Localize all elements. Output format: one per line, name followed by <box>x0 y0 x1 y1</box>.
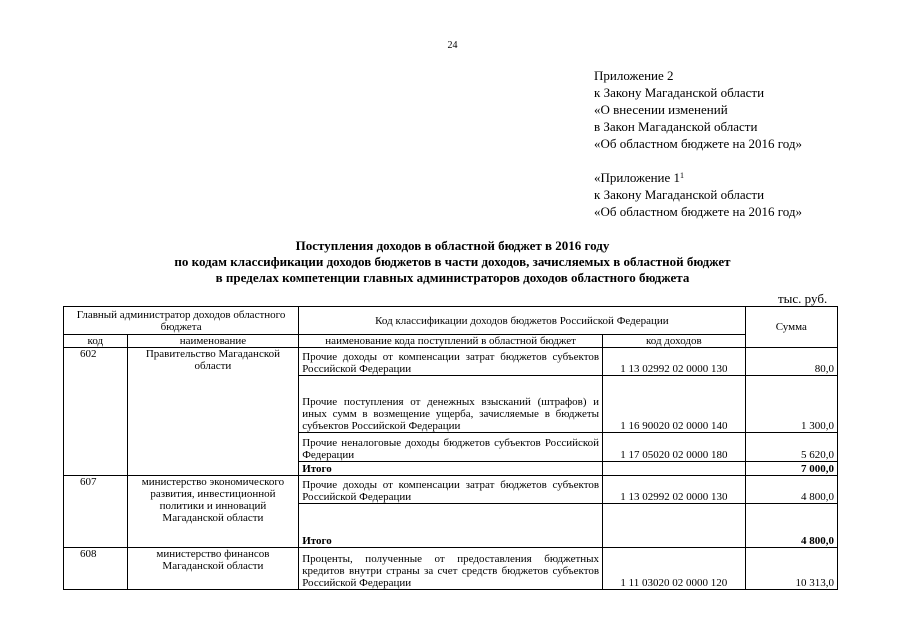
total-code-empty <box>603 504 746 548</box>
income-sum: 1 300,0 <box>745 376 837 433</box>
document-title <box>0 238 905 286</box>
income-code: 1 13 02992 02 0000 130 <box>603 476 746 504</box>
income-name: Прочие поступления от денежных взысканий (штрафов) и иных сумм в возмещение ущерба, зачисляемые в бюджеты субъектов Российской Федерации <box>299 376 603 433</box>
page-number: 24 <box>447 40 458 51</box>
table-subheader-row <box>64 335 838 348</box>
income-sum: 80,0 <box>745 348 837 376</box>
annex-reference <box>594 169 802 220</box>
income-code: 1 11 03020 02 0000 120 <box>603 548 746 590</box>
table-row <box>64 348 838 376</box>
income-code: 1 13 02992 02 0000 130 <box>603 348 746 376</box>
annex-line: в Закон Магаданской области <box>594 119 758 134</box>
title-line: в пределах компетенции главных администраторов доходов областного бюджета <box>215 270 690 285</box>
table-row <box>64 548 838 590</box>
table-header-row <box>64 307 838 335</box>
unit-label: тыс. руб. <box>778 291 828 306</box>
header-code: код <box>64 335 128 348</box>
annex-ref-superscript: 1 <box>680 171 685 180</box>
total-sum: 4 800,0 <box>745 504 837 548</box>
title-line: Поступления доходов в областной бюджет в 2016 году <box>295 238 610 253</box>
admin-name: Правительство Магаданской области <box>127 348 299 476</box>
income-name: Прочие неналоговые доходы бюджетов субъектов Российской Федерации <box>299 433 603 462</box>
annex-ref-line: к Закону Магаданской области <box>594 187 765 202</box>
income-sum: 5 620,0 <box>745 433 837 462</box>
income-code: 1 16 90020 02 0000 140 <box>603 376 746 433</box>
title-line: по кодам классификации доходов бюджетов в части доходов, зачисляемых в областной бюджет <box>174 254 731 269</box>
total-label: Итого <box>299 504 603 548</box>
table-row <box>64 476 838 504</box>
admin-name: министерство финансов Магаданской области <box>127 548 299 590</box>
income-code: 1 17 05020 02 0000 180 <box>603 433 746 462</box>
income-name: Проценты, полученные от предоставления бюджетных кредитов внутри страны за счет средств бюджетов субъектов Российской Федерации <box>299 548 603 590</box>
admin-code: 607 <box>64 476 128 548</box>
annex-line: Приложение 2 <box>594 68 674 83</box>
income-table <box>63 306 838 590</box>
admin-code: 608 <box>64 548 128 590</box>
annex-ref-line: «Об областном бюджете на 2016 год» <box>594 204 802 219</box>
total-code-empty <box>603 462 746 476</box>
header-income-code: код доходов <box>603 335 746 348</box>
annex-line: «Об областном бюджете на 2016 год» <box>594 136 802 151</box>
annex-ref-title: «Приложение 1 <box>594 170 681 185</box>
header-admin-group: Главный администратор доходов областного бюджета <box>64 307 299 335</box>
header-sum: Сумма <box>745 307 837 348</box>
annex-header <box>594 67 802 152</box>
admin-code: 602 <box>64 348 128 476</box>
annex-ref-line <box>594 169 802 186</box>
admin-name: министерство экономического развития, инвестиционной политики и инноваций Магаданской области <box>127 476 299 548</box>
income-name: Прочие доходы от компенсации затрат бюджетов субъектов Российской Федерации <box>299 476 603 504</box>
header-income-name: наименование кода поступлений в областной бюджет <box>299 335 603 348</box>
income-sum: 10 313,0 <box>745 548 837 590</box>
income-name: Прочие доходы от компенсации затрат бюджетов субъектов Российской Федерации <box>299 348 603 376</box>
total-label: Итого <box>299 462 603 476</box>
header-name: наименование <box>127 335 299 348</box>
annex-line: «О внесении изменений <box>594 102 728 117</box>
total-sum: 7 000,0 <box>745 462 837 476</box>
income-sum: 4 800,0 <box>745 476 837 504</box>
header-classification-group: Код классификации доходов бюджетов Российской Федерации <box>299 307 745 335</box>
annex-line: к Закону Магаданской области <box>594 85 765 100</box>
